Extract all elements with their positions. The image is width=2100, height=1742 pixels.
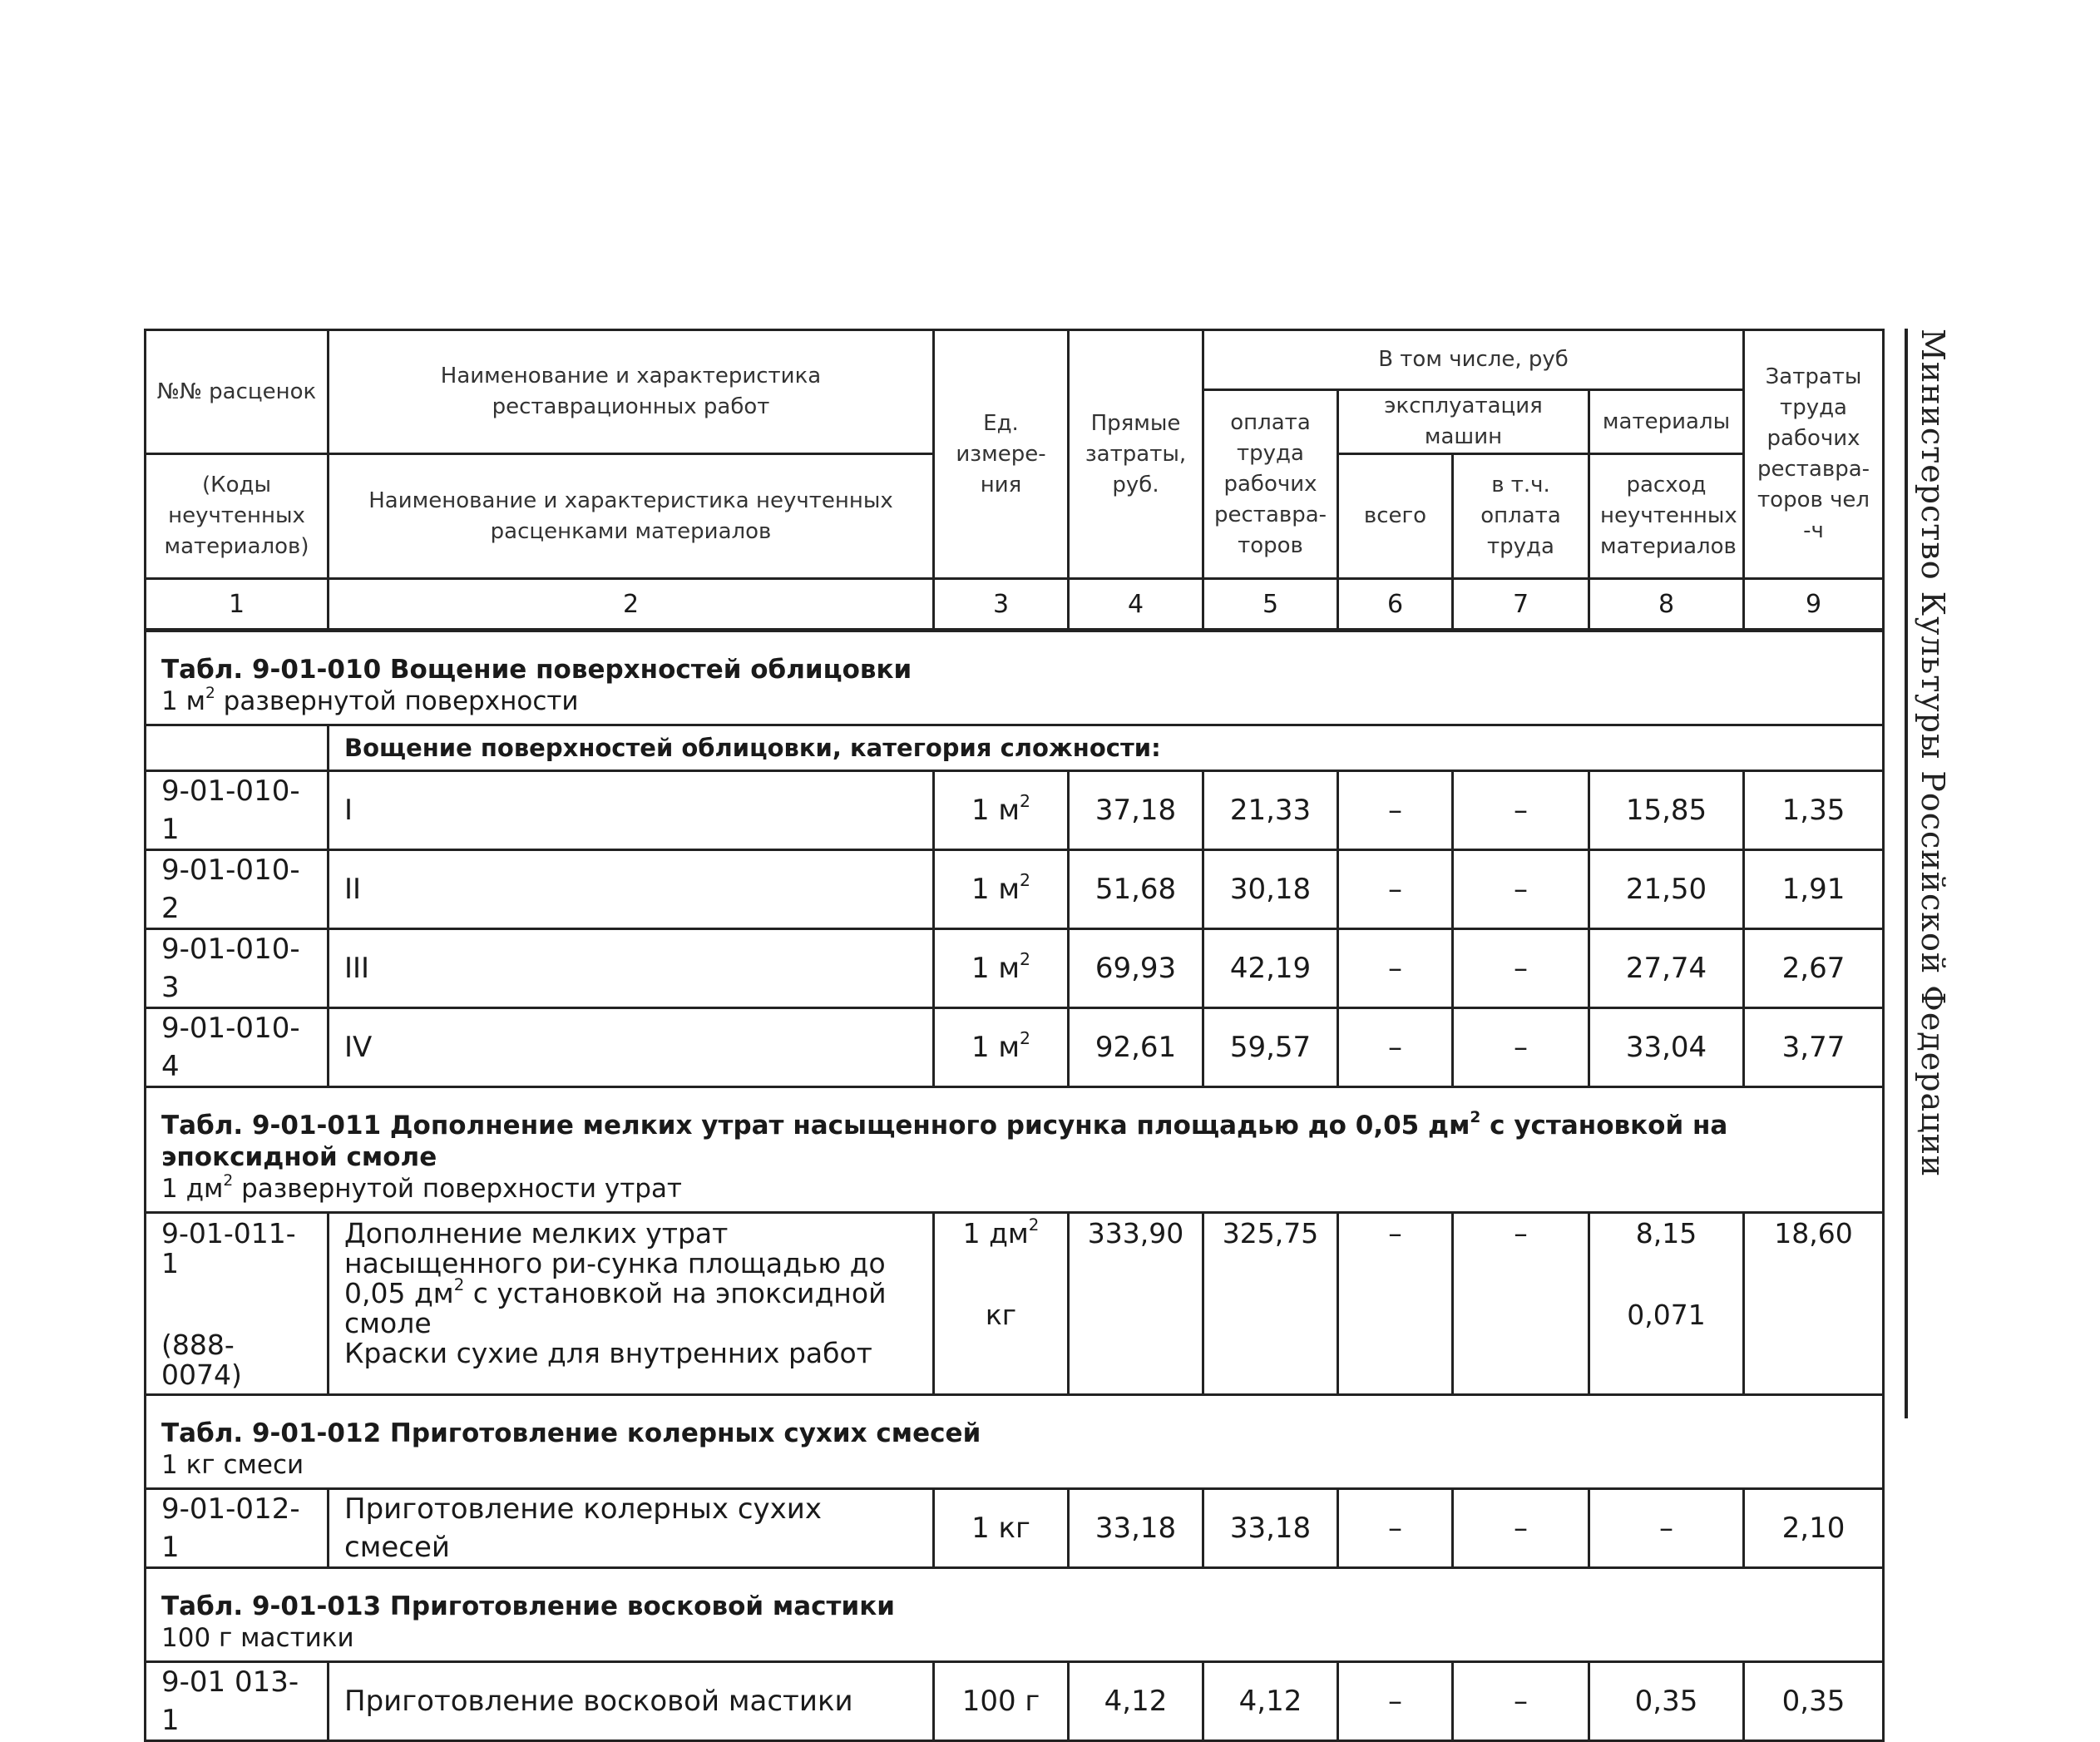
column-number: 9 xyxy=(1744,579,1884,631)
machines-pay: – xyxy=(1453,1662,1589,1741)
work-name: IV xyxy=(329,1008,934,1087)
header-row-1 xyxy=(146,330,1884,390)
column-numbers-row xyxy=(146,579,1884,631)
price-table-container xyxy=(144,329,1882,1742)
section-title-row xyxy=(146,631,1884,725)
worker-pay: 59,57 xyxy=(1203,1008,1338,1087)
work-name: Дополнение мелких утрат насыщенного ри-сунка площадью до 0,05 $дм^2$ с установкой на эпоксидной смоле xyxy=(344,1217,887,1339)
header-materials-group: материалы xyxy=(1589,390,1744,454)
header-work-name: Наименование и характеристика реставрационных работ xyxy=(329,330,934,454)
side-caption xyxy=(1905,329,1954,1418)
material-quantity: 0,071 xyxy=(1627,1299,1706,1331)
column-number: 6 xyxy=(1338,579,1453,631)
rate-code: 9-01-010-3 xyxy=(146,929,329,1008)
column-number: 4 xyxy=(1069,579,1203,631)
ministry-caption: Министерство Культуры Российской Федерации xyxy=(1915,329,1951,1178)
materials: 15,85 xyxy=(1589,771,1744,850)
work-name: II xyxy=(329,850,934,929)
section-title-cell xyxy=(146,631,1884,725)
column-number: 5 xyxy=(1203,579,1338,631)
machines-pay: – xyxy=(1453,1213,1589,1395)
machines-pay: – xyxy=(1453,850,1589,929)
direct-costs: 37,18 xyxy=(1069,771,1203,850)
worker-pay: 42,19 xyxy=(1203,929,1338,1008)
unit: 1 $м^2$ xyxy=(934,1008,1069,1087)
labor-costs: 1,35 xyxy=(1744,771,1884,850)
unit: 1 $м^2$ xyxy=(934,850,1069,929)
machines-total: – xyxy=(1338,771,1453,850)
direct-costs: 4,12 xyxy=(1069,1662,1203,1741)
section-title: Табл. 9-01-010 Вощение поверхностей облицовки xyxy=(161,655,912,685)
section-title-cell xyxy=(146,1087,1884,1213)
rate-code: 9-01-012-1 xyxy=(146,1489,329,1568)
machines-pay: – xyxy=(1453,929,1589,1008)
work-name: III xyxy=(329,929,934,1008)
header-machines-total: всего xyxy=(1338,454,1453,579)
table-row xyxy=(146,850,1884,929)
materials: 33,04 xyxy=(1589,1008,1744,1087)
direct-costs: 333,90 xyxy=(1069,1213,1203,1395)
header-machines-group: эксплуатация машин xyxy=(1338,390,1589,454)
machines-total: – xyxy=(1338,929,1453,1008)
rate-code-cell xyxy=(146,1213,329,1395)
unit: 100 г xyxy=(934,1662,1069,1741)
section-title-row xyxy=(146,1568,1884,1662)
worker-pay: 4,12 xyxy=(1203,1662,1338,1741)
table-row xyxy=(146,771,1884,850)
work-name: Приготовление колерных сухих смесей xyxy=(329,1489,934,1568)
labor-costs: 2,67 xyxy=(1744,929,1884,1008)
unit: 1 кг xyxy=(934,1489,1069,1568)
machines-total: – xyxy=(1338,850,1453,929)
materials: – xyxy=(1589,1489,1744,1568)
rate-code: 9-01-011-1 xyxy=(161,1217,296,1279)
subtitle-row xyxy=(146,725,1884,771)
machines-total: – xyxy=(1338,1662,1453,1741)
column-number: 3 xyxy=(934,579,1069,631)
work-name: I xyxy=(329,771,934,850)
direct-costs: 33,18 xyxy=(1069,1489,1203,1568)
worker-pay: 30,18 xyxy=(1203,850,1338,929)
header-machines-pay: в т.ч. оплата труда xyxy=(1453,454,1589,579)
machines-pay: – xyxy=(1453,1489,1589,1568)
table-row xyxy=(146,1489,1884,1568)
machines-total: – xyxy=(1338,1489,1453,1568)
column-number: 7 xyxy=(1453,579,1589,631)
unit-cell xyxy=(934,1213,1069,1395)
section-unit: 1 кг смеси xyxy=(161,1450,304,1480)
unit: 1 $м^2$ xyxy=(934,771,1069,850)
machines-pay: – xyxy=(1453,771,1589,850)
machines-total: – xyxy=(1338,1213,1453,1395)
rate-code: 9-01 013-1 xyxy=(146,1662,329,1741)
machines-total: – xyxy=(1338,1008,1453,1087)
rate-code: 9-01-010-1 xyxy=(146,771,329,850)
direct-costs: 51,68 xyxy=(1069,850,1203,929)
section-title: Табл. 9-01-011 Дополнение мелких утрат насыщенного рисунка площадью до 0,05 $дм^2$ с установкой на эпоксидной смоле xyxy=(161,1108,1728,1172)
material-code: (888-0074) xyxy=(161,1329,242,1391)
section-title: Табл. 9-01-012 Приготовление колерных сухих смесей xyxy=(161,1418,981,1448)
machines-pay: – xyxy=(1453,1008,1589,1087)
table-row xyxy=(146,1662,1884,1741)
header-material-consumption: расход неучтенных материалов xyxy=(1589,454,1744,579)
direct-costs: 69,93 xyxy=(1069,929,1203,1008)
labor-costs: 3,77 xyxy=(1744,1008,1884,1087)
materials: 21,50 xyxy=(1589,850,1744,929)
unit: 1 $м^2$ xyxy=(934,929,1069,1008)
header-rate-numbers: №№ расценок xyxy=(146,330,329,454)
labor-costs: 2,10 xyxy=(1744,1489,1884,1568)
materials: 27,74 xyxy=(1589,929,1744,1008)
work-name-cell xyxy=(329,1213,934,1395)
table-row xyxy=(146,1008,1884,1087)
section-title-cell xyxy=(146,1395,1884,1489)
section-unit: 1 $дм^2$ развернутой поверхности утрат xyxy=(161,1171,682,1204)
section-title-row xyxy=(146,1087,1884,1213)
rate-code: 9-01-010-2 xyxy=(146,850,329,929)
unit: 1 $дм^2$ xyxy=(962,1215,1040,1250)
empty-cell xyxy=(146,725,329,771)
material-name: Краски сухие для внутренних работ xyxy=(344,1337,872,1369)
materials: 8,15 xyxy=(1635,1217,1697,1250)
header-material-name: Наименование и характеристика неучтенных расценками материалов xyxy=(329,454,934,579)
column-number: 1 xyxy=(146,579,329,631)
header-direct-costs: Прямые затраты, руб. xyxy=(1069,330,1203,579)
section-title: Табл. 9-01-013 Приготовление восковой мастики xyxy=(161,1591,895,1621)
table-row xyxy=(146,929,1884,1008)
table-row xyxy=(146,1213,1884,1395)
section-unit: 100 г мастики xyxy=(161,1623,354,1653)
section-subtitle: Вощение поверхностей облицовки, категория сложности: xyxy=(329,725,1884,771)
section-title-row xyxy=(146,1395,1884,1489)
header-material-codes: (Коды неучтенных материалов) xyxy=(146,454,329,579)
column-number: 2 xyxy=(329,579,934,631)
worker-pay: 325,75 xyxy=(1203,1213,1338,1395)
materials-cell xyxy=(1589,1213,1744,1395)
column-number: 8 xyxy=(1589,579,1744,631)
materials: 0,35 xyxy=(1589,1662,1744,1741)
header-unit: Ед. измере- ния xyxy=(934,330,1069,579)
worker-pay: 33,18 xyxy=(1203,1489,1338,1568)
material-unit: кг xyxy=(985,1299,1017,1331)
labor-costs: 0,35 xyxy=(1744,1662,1884,1741)
rate-code: 9-01-010-4 xyxy=(146,1008,329,1087)
worker-pay: 21,33 xyxy=(1203,771,1338,850)
labor-costs: 18,60 xyxy=(1744,1213,1884,1395)
price-table xyxy=(144,329,1885,1742)
labor-costs: 1,91 xyxy=(1744,850,1884,929)
section-title-cell xyxy=(146,1568,1884,1662)
header-including-group: В том числе, руб xyxy=(1203,330,1744,390)
side-rule xyxy=(1905,329,1908,1418)
header-labor-costs: Затраты труда рабочих реставра- торов чел -ч xyxy=(1744,330,1884,579)
direct-costs: 92,61 xyxy=(1069,1008,1203,1087)
work-name: Приготовление восковой мастики xyxy=(329,1662,934,1741)
section-unit: 1 $м^2$ развернутой поверхности xyxy=(161,684,579,716)
header-worker-pay: оплата труда рабочих реставра- торов xyxy=(1203,390,1338,579)
